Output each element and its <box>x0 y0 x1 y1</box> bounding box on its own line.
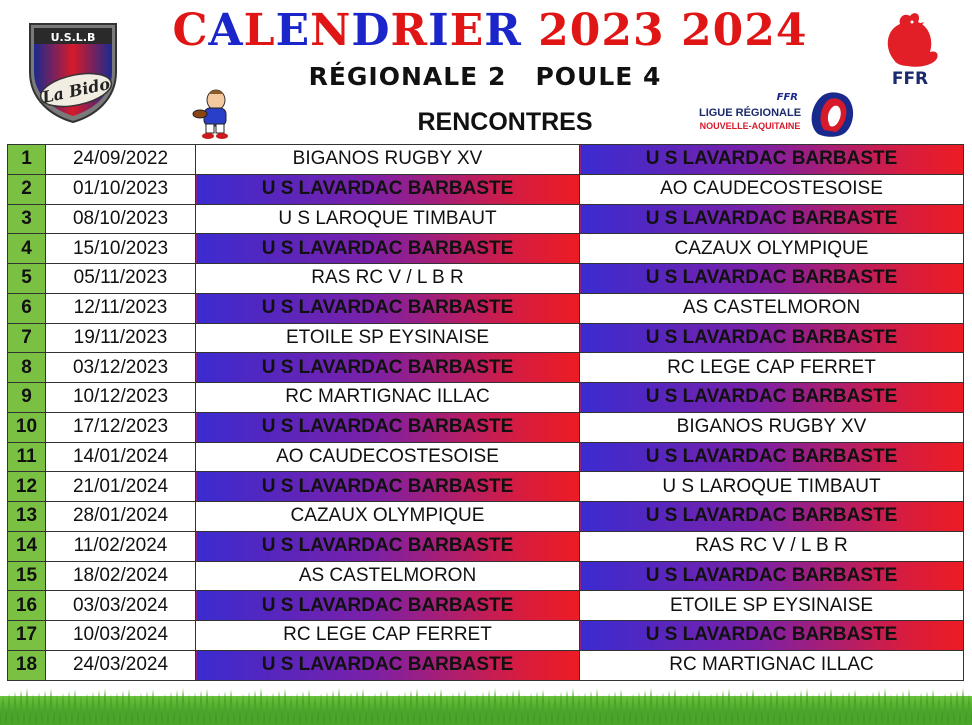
team-b: U S LAVARDAC BARBASTE <box>580 204 964 234</box>
page-title <box>160 6 820 56</box>
title-char: 2 <box>601 5 634 56</box>
title-char: 2 <box>680 5 713 56</box>
club-initials: U.S.L.B <box>50 31 96 44</box>
fixture-row <box>8 531 964 561</box>
match-date: 10/12/2023 <box>46 383 196 413</box>
fixture-row <box>8 472 964 502</box>
match-date: 08/10/2023 <box>46 204 196 234</box>
team-a: U S LAROQUE TIMBAUT <box>196 204 580 234</box>
match-date: 14/01/2024 <box>46 442 196 472</box>
title-char: D <box>351 5 391 56</box>
match-date: 05/11/2023 <box>46 264 196 294</box>
match-date: 03/12/2023 <box>46 353 196 383</box>
fixture-row <box>8 591 964 621</box>
team-a: U S LAVARDAC BARBASTE <box>196 472 580 502</box>
club-crest-logo <box>24 20 122 124</box>
fixture-row <box>8 561 964 591</box>
match-date: 03/03/2024 <box>46 591 196 621</box>
fixture-row <box>8 264 964 294</box>
title-char: 0 <box>569 5 602 56</box>
title-char: R <box>390 5 429 56</box>
round-number: 9 <box>8 383 46 413</box>
team-b: RC MARTIGNAC ILLAC <box>580 650 964 680</box>
round-number: 16 <box>8 591 46 621</box>
ligue-line1: LIGUE RÉGIONALE <box>698 107 802 119</box>
title-char: 4 <box>775 5 808 56</box>
round-number: 13 <box>8 502 46 532</box>
match-date: 17/12/2023 <box>46 412 196 442</box>
ligue-ffr-tag: FFR <box>776 92 798 103</box>
ligue-nouvelle-aquitaine-logo <box>690 88 865 138</box>
fixture-row <box>8 293 964 323</box>
grass-border-decoration <box>0 680 972 725</box>
team-b: RAS RC V / L B R <box>580 531 964 561</box>
fixture-row <box>8 412 964 442</box>
ligue-line2: NOUVELLE-AQUITAINE <box>699 121 801 131</box>
title-char <box>522 5 538 56</box>
team-b: U S LAVARDAC BARBASTE <box>580 561 964 591</box>
title-char: N <box>310 5 352 56</box>
round-number: 18 <box>8 650 46 680</box>
round-number: 15 <box>8 561 46 591</box>
fixture-row <box>8 145 964 175</box>
title-char <box>665 5 681 56</box>
team-a: U S LAVARDAC BARBASTE <box>196 531 580 561</box>
ffr-rooster-logo <box>874 8 946 90</box>
fixture-row <box>8 621 964 651</box>
round-number: 14 <box>8 531 46 561</box>
round-number: 6 <box>8 293 46 323</box>
title-char: C <box>172 5 209 56</box>
team-b: U S LAROQUE TIMBAUT <box>580 472 964 502</box>
round-number: 7 <box>8 323 46 353</box>
ffr-label: FFR <box>891 69 929 89</box>
fixture-row <box>8 204 964 234</box>
round-number: 2 <box>8 174 46 204</box>
title-char: E <box>449 5 485 56</box>
fixtures-table <box>7 144 964 681</box>
team-b: ETOILE SP EYSINAISE <box>580 591 964 621</box>
team-b: AO CAUDECOSTESOISE <box>580 174 964 204</box>
section-heading: RENCONTRES <box>417 108 593 136</box>
title-char: R <box>484 5 522 56</box>
team-a: RAS RC V / L B R <box>196 264 580 294</box>
team-a: U S LAVARDAC BARBASTE <box>196 174 580 204</box>
team-b: U S LAVARDAC BARBASTE <box>580 442 964 472</box>
team-b: CAZAUX OLYMPIQUE <box>580 234 964 264</box>
team-b: U S LAVARDAC BARBASTE <box>580 145 964 175</box>
team-a: U S LAVARDAC BARBASTE <box>196 293 580 323</box>
team-a: U S LAVARDAC BARBASTE <box>196 234 580 264</box>
fixture-row <box>8 323 964 353</box>
team-a: CAZAUX OLYMPIQUE <box>196 502 580 532</box>
title-char: 2 <box>744 5 776 56</box>
title-char: E <box>275 5 311 56</box>
team-b: U S LAVARDAC BARBASTE <box>580 264 964 294</box>
team-a: AO CAUDECOSTESOISE <box>196 442 580 472</box>
round-number: 5 <box>8 264 46 294</box>
team-a: U S LAVARDAC BARBASTE <box>196 591 580 621</box>
team-a: ETOILE SP EYSINAISE <box>196 323 580 353</box>
match-date: 19/11/2023 <box>46 323 196 353</box>
team-b: RC LEGE CAP FERRET <box>580 353 964 383</box>
team-b: AS CASTELMORON <box>580 293 964 323</box>
fixture-row <box>8 502 964 532</box>
team-a: BIGANOS RUGBY XV <box>196 145 580 175</box>
match-date: 21/01/2024 <box>46 472 196 502</box>
match-date: 28/01/2024 <box>46 502 196 532</box>
fixture-row <box>8 650 964 680</box>
fixture-row <box>8 353 964 383</box>
rugby-player-mascot-icon <box>186 88 236 140</box>
round-number: 4 <box>8 234 46 264</box>
round-number: 10 <box>8 412 46 442</box>
round-number: 8 <box>8 353 46 383</box>
team-a: U S LAVARDAC BARBASTE <box>196 353 580 383</box>
fixture-row <box>8 442 964 472</box>
match-date: 24/03/2024 <box>46 650 196 680</box>
fixture-row <box>8 383 964 413</box>
title-char: I <box>428 5 450 56</box>
club-name: La Bido <box>40 74 112 107</box>
match-date: 18/02/2024 <box>46 561 196 591</box>
team-a: RC LEGE CAP FERRET <box>196 621 580 651</box>
title-char: 2 <box>538 5 570 56</box>
match-date: 15/10/2023 <box>46 234 196 264</box>
match-date: 24/09/2022 <box>46 145 196 175</box>
round-number: 12 <box>8 472 46 502</box>
team-b: U S LAVARDAC BARBASTE <box>580 383 964 413</box>
round-number: 17 <box>8 621 46 651</box>
fixture-row <box>8 174 964 204</box>
match-date: 11/02/2024 <box>46 531 196 561</box>
title-char: A <box>208 5 244 56</box>
title-char: 3 <box>633 5 665 56</box>
team-a: RC MARTIGNAC ILLAC <box>196 383 580 413</box>
match-date: 10/03/2024 <box>46 621 196 651</box>
round-number: 11 <box>8 442 46 472</box>
title-char: 0 <box>712 5 745 56</box>
team-b: U S LAVARDAC BARBASTE <box>580 323 964 353</box>
team-a: U S LAVARDAC BARBASTE <box>196 650 580 680</box>
team-b: BIGANOS RUGBY XV <box>580 412 964 442</box>
match-date: 12/11/2023 <box>46 293 196 323</box>
round-number: 1 <box>8 145 46 175</box>
round-number: 3 <box>8 204 46 234</box>
team-a: AS CASTELMORON <box>196 561 580 591</box>
division-subtitle: RÉGIONALE 2 POULE 4 <box>308 62 662 91</box>
team-b: U S LAVARDAC BARBASTE <box>580 621 964 651</box>
team-a: U S LAVARDAC BARBASTE <box>196 412 580 442</box>
fixture-row <box>8 234 964 264</box>
team-b: U S LAVARDAC BARBASTE <box>580 502 964 532</box>
match-date: 01/10/2023 <box>46 174 196 204</box>
title-char: L <box>243 5 276 56</box>
